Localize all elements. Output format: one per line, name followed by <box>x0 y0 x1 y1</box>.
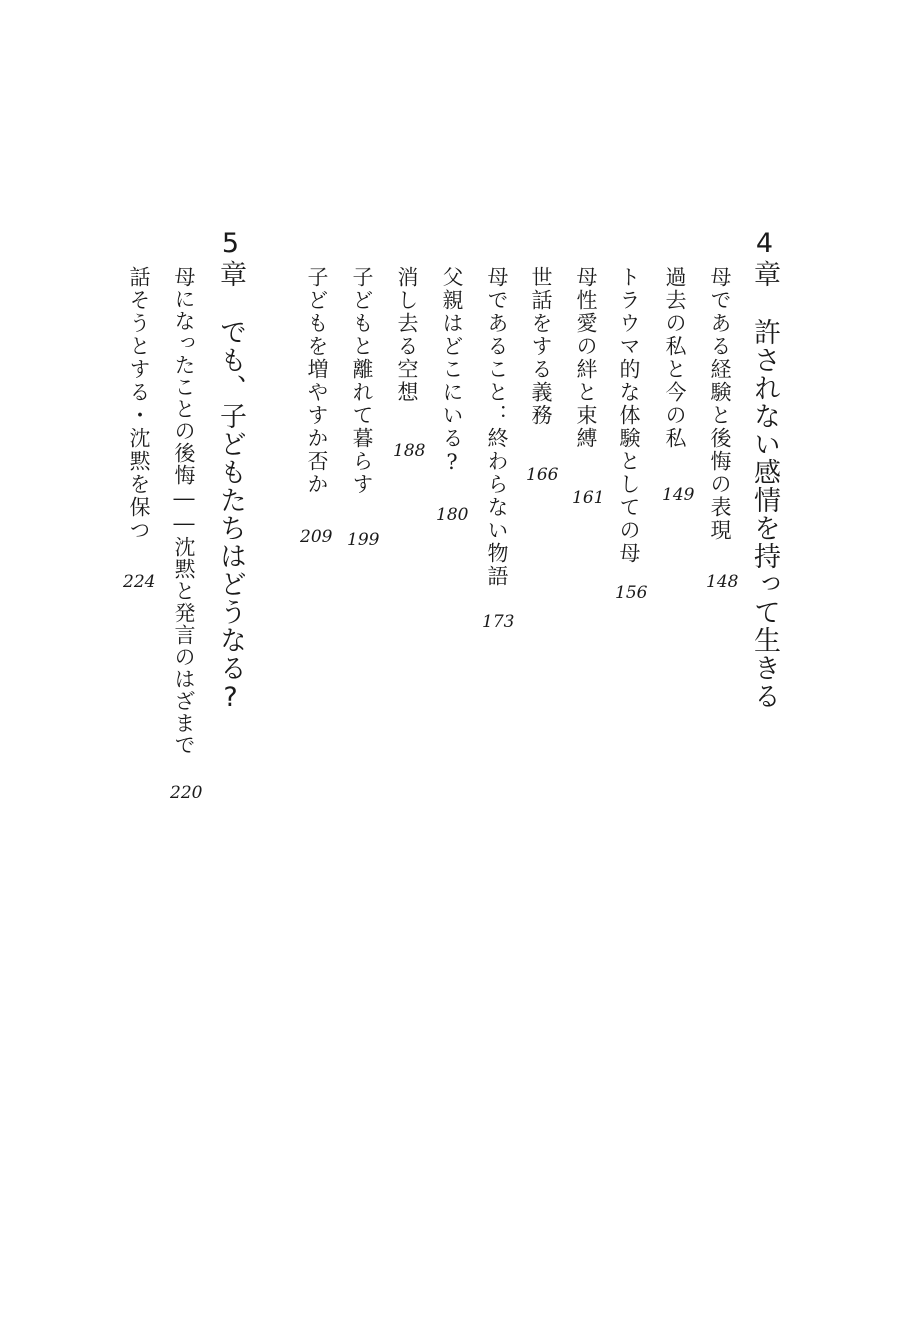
toc-entry-page: 209 <box>300 527 333 547</box>
toc-entry-title[interactable]: 母である経験と後悔の表現 <box>708 266 732 542</box>
chapter-4-heading <box>751 228 778 710</box>
toc-entry-title[interactable]: 子どもを増やすか否か <box>305 266 329 496</box>
toc-entry-title[interactable]: 母であること：終わらない物語 <box>485 266 509 588</box>
chapter-5-number: 5章 <box>215 228 246 288</box>
toc-entry-page: 156 <box>615 583 648 603</box>
toc-entry-page: 148 <box>706 572 739 592</box>
toc-entry-page: 161 <box>572 488 605 508</box>
toc-entry-page: 180 <box>436 505 469 525</box>
toc-entry-title[interactable]: 母性愛の絆と束縛 <box>574 266 598 450</box>
toc-entry-title[interactable]: 過去の私と今の私 <box>663 266 687 450</box>
toc-entry-page: 199 <box>347 530 380 550</box>
toc-entry-title[interactable]: 消し去る空想 <box>395 266 419 404</box>
toc-entry-page: 149 <box>662 485 695 505</box>
toc-entry-title[interactable]: 父親はどこにいる? <box>440 266 464 476</box>
toc-entry-page: 220 <box>170 783 203 803</box>
chapter-5-heading <box>217 228 244 714</box>
toc-entry-page: 188 <box>393 441 426 461</box>
toc-entry-title[interactable]: 子どもと離れて暮らす <box>350 266 374 496</box>
toc-entry-title[interactable]: 母になったことの後悔――沈黙と発言のはざまで <box>172 266 196 756</box>
toc-entry-title[interactable]: トラウマ的な体験としての母 <box>617 266 641 565</box>
toc-entry-page: 224 <box>123 572 156 592</box>
toc-entry-title[interactable]: 話そうとする・沈黙を保つ <box>127 266 151 542</box>
chapter-4-number: 4章 <box>749 228 780 288</box>
chapter-5-title: でも、子どもたちはどうなる? <box>215 318 246 714</box>
toc-entry-page: 173 <box>482 612 515 632</box>
toc-entry-title[interactable]: 世話をする義務 <box>529 266 553 427</box>
chapter-4-title: 許されない感情を持って生きる <box>749 318 780 710</box>
toc-entry-page: 166 <box>526 465 559 485</box>
